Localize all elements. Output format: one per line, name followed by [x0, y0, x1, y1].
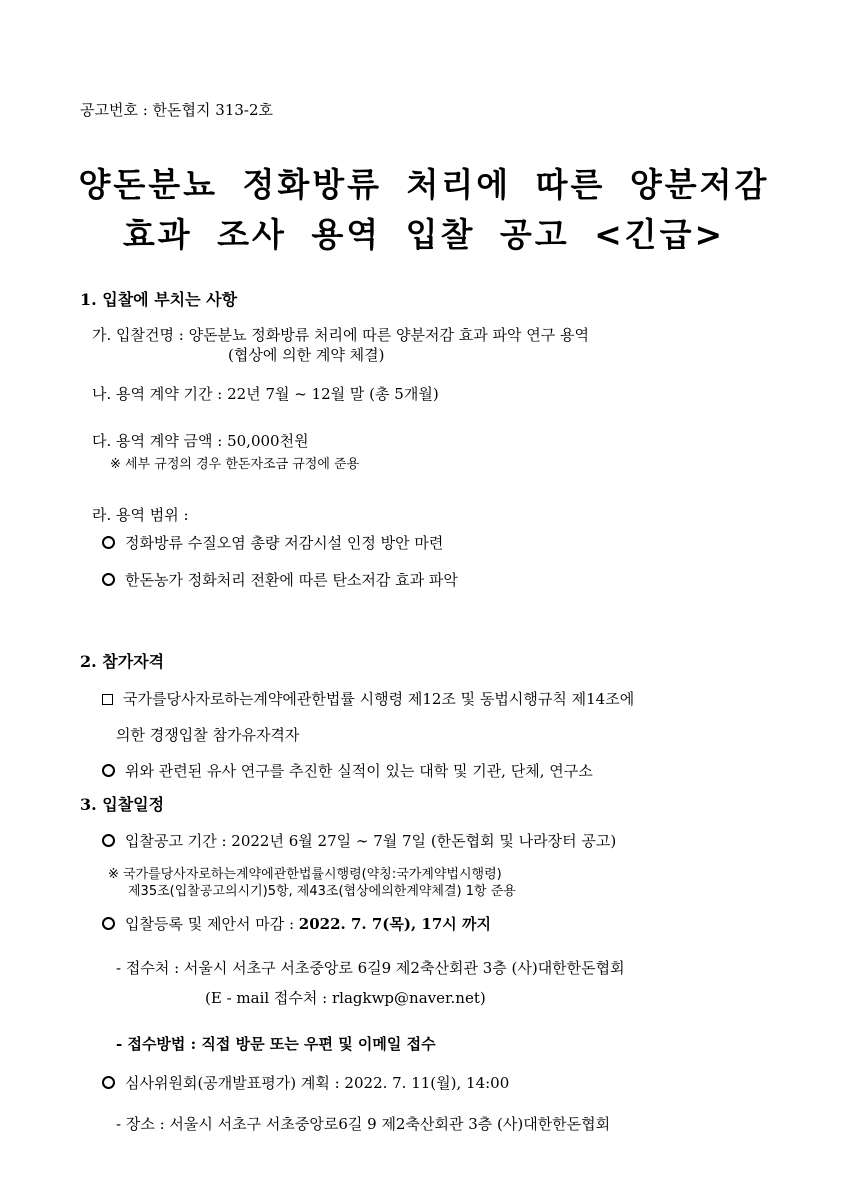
schedule-note-line-1: ※ 국가를당사자로하는계약에관한법률시행령(약칭:국가계약법시행령) [108, 867, 502, 882]
item-da: 다. 용역 계약 금액 : 50,000천원 [92, 432, 309, 450]
circle-bullet-icon [102, 1076, 115, 1089]
circle-bullet-icon [102, 764, 115, 777]
schedule-review-text: 심사위원회(공개발표평가) 계획 : 2022. 7. 11(월), 14:00 [125, 1074, 510, 1092]
review-venue: - 장소 : 서울시 서초구 서초중앙로6길 9 제2축산회관 3층 (사)대한한돈협회 [116, 1115, 611, 1133]
title-line-2: 효과 조사 용역 입찰 공고 <긴급> [122, 215, 726, 254]
section-1-heading: 1. 입찰에 부치는 사항 [80, 290, 238, 309]
schedule-period [102, 831, 616, 851]
item-ga-line-1: 가. 입찰건명 : 양돈분뇨 정화방류 처리에 따른 양분저감 효과 파악 연구 용역 [92, 326, 589, 344]
eligibility-item-1-line-2: 의한 경쟁입찰 참가유자격자 [116, 726, 300, 744]
receipt-place: - 접수처 : 서울시 서초구 서초중앙로 6길9 제2축산회관 3층 (사)대한한돈협회 [116, 959, 625, 977]
eligibility-item-1-line-1: 국가를당사자로하는계약에관한법률 시행령 제12조 및 동법시행규칙 제14조에 [123, 690, 635, 708]
circle-bullet-icon [102, 536, 115, 549]
deadline-value: 2022. 7. 7(목), 17시 까지 [298, 915, 492, 933]
schedule-review [102, 1073, 509, 1093]
eligibility-item-2 [102, 761, 593, 781]
title-line-1: 양돈분뇨 정화방류 처리에 따른 양분저감 [78, 165, 770, 204]
circle-bullet-icon [102, 573, 115, 586]
schedule-period-text: 입찰공고 기간 : 2022년 6월 27일 ∼ 7월 7일 (한돈협회 및 나라장터 공고) [125, 832, 617, 850]
schedule-note-line-2: 제35조(입찰공고의시기)5항, 제43조(협상에의한계약체결) 1항 준용 [128, 884, 516, 899]
scope-item-text: 한돈농가 정화처리 전환에 따른 탄소저감 효과 파악 [125, 571, 458, 589]
eligibility-item-2-text: 위와 관련된 유사 연구를 추진한 실적이 있는 대학 및 기관, 단체, 연구소 [125, 762, 593, 780]
item-da-note: ※ 세부 규정의 경우 한돈자조금 규정에 준용 [110, 457, 360, 472]
square-bullet-icon [102, 694, 113, 705]
scope-item-text: 정화방류 수질오염 총량 저감시설 인정 방안 마련 [125, 534, 444, 552]
receipt-method: - 접수방법 : 직접 방문 또는 우편 및 이메일 접수 [116, 1035, 436, 1053]
deadline-label: 입찰등록 및 제안서 마감 : [125, 915, 299, 933]
notice-number: 공고번호 : 한돈협지 313-2호 [80, 101, 274, 119]
circle-bullet-icon [102, 834, 115, 847]
item-ga-line-2: (협상에 의한 계약 체결) [228, 346, 385, 364]
scope-item [102, 570, 458, 590]
scope-item [102, 533, 443, 553]
circle-bullet-icon [102, 917, 115, 930]
schedule-deadline [102, 914, 491, 934]
receipt-email: (E - mail 접수처 : rlagkwp@naver.net) [205, 989, 486, 1007]
section-2-heading: 2. 참가자격 [80, 652, 165, 671]
item-ra: 라. 용역 범위 : [92, 506, 189, 524]
eligibility-item-1 [102, 689, 634, 709]
item-na: 나. 용역 계약 기간 : 22년 7월 ~ 12월 말 (총 5개월) [92, 385, 439, 403]
section-3-heading: 3. 입찰일정 [80, 795, 165, 814]
